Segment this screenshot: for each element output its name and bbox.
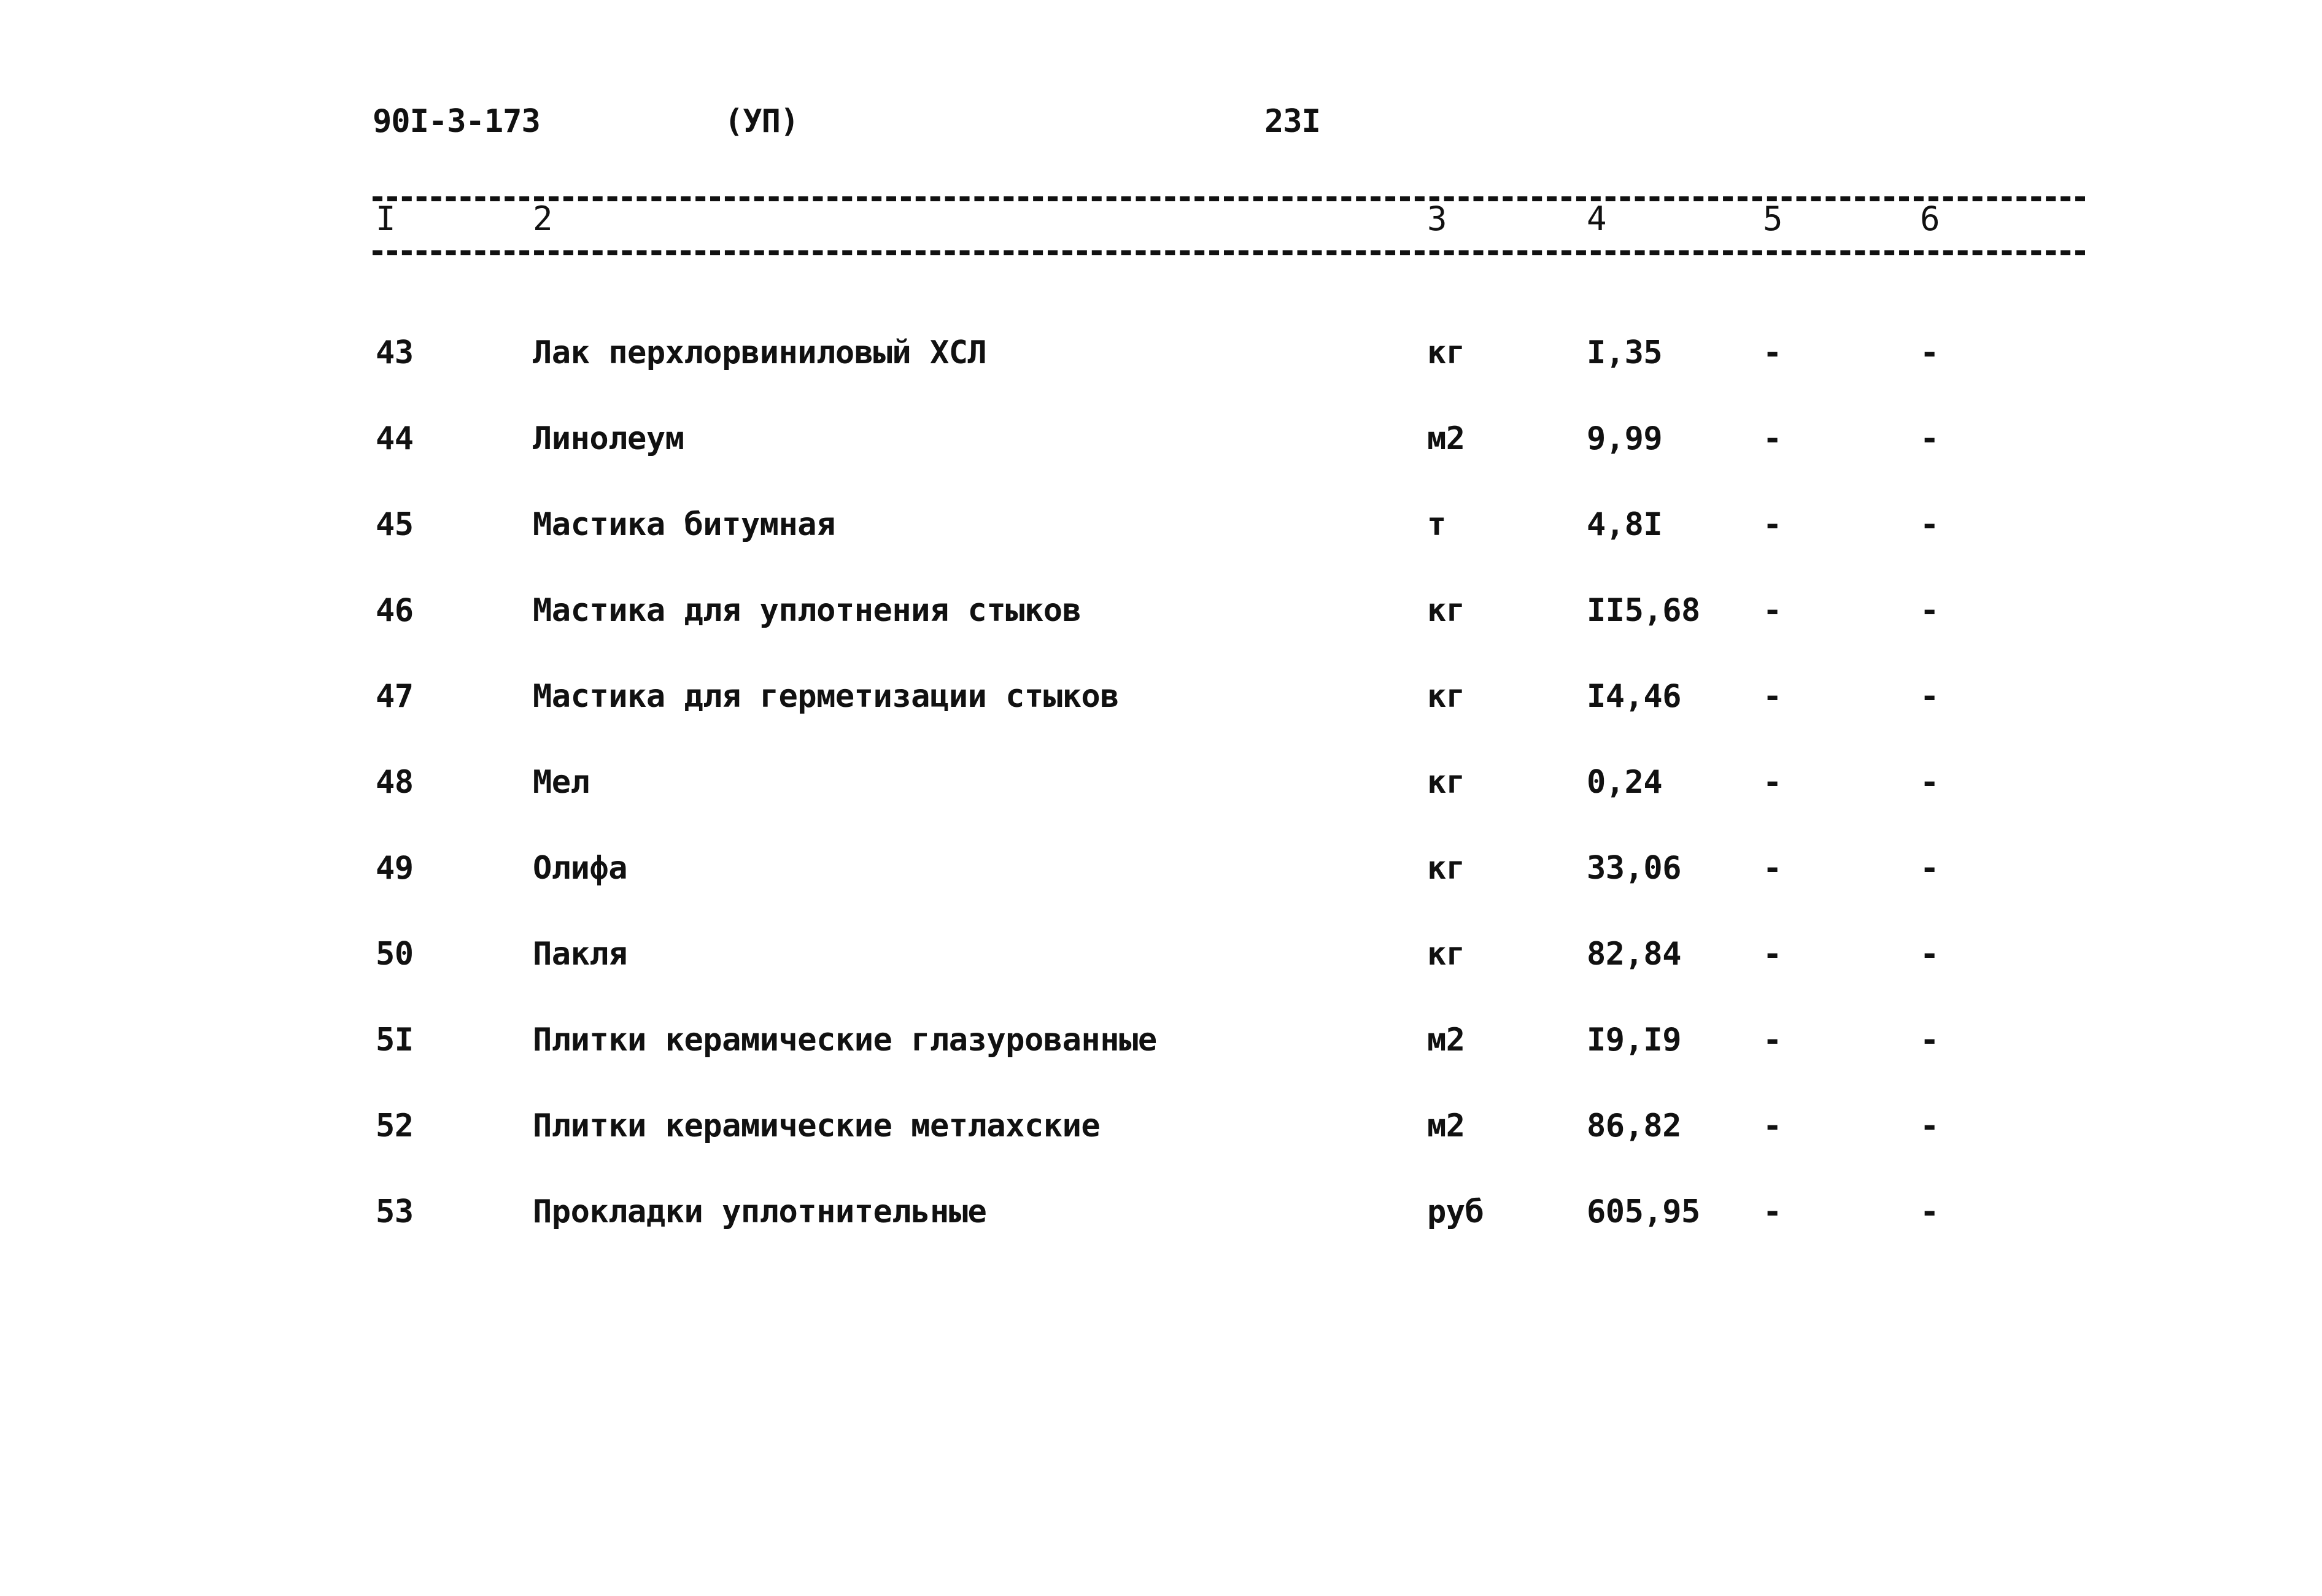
table-row: [0, 1108, 2322, 1169]
table-row: [0, 420, 2322, 482]
quantity: I9,I9: [1587, 1022, 1682, 1058]
material-name: Прокладки уплотнительные: [533, 1193, 987, 1230]
table-row: [0, 678, 2322, 739]
unit: кг: [1427, 764, 1465, 801]
column-5-value: -: [1763, 334, 1782, 371]
unit: т: [1427, 506, 1446, 543]
column-5-value: -: [1763, 420, 1782, 457]
row-number: 49: [376, 850, 414, 887]
quantity: 9,99: [1587, 420, 1663, 457]
quantity: 33,06: [1587, 850, 1682, 887]
row-number: 43: [376, 334, 414, 371]
material-name: Пакля: [533, 936, 628, 973]
row-number: 47: [376, 678, 414, 715]
column-number-2: 2: [533, 199, 553, 238]
quantity: I4,46: [1587, 678, 1682, 715]
row-number: 46: [376, 592, 414, 629]
table-row: [0, 764, 2322, 825]
unit: кг: [1427, 936, 1465, 973]
column-6-value: -: [1920, 936, 1939, 973]
row-number: 50: [376, 936, 414, 973]
material-name: Плитки керамические глазурованные: [533, 1022, 1157, 1058]
material-name: Мастика битумная: [533, 506, 835, 543]
column-6-value: -: [1920, 1108, 1939, 1144]
table-row: [0, 1193, 2322, 1255]
column-5-value: -: [1763, 678, 1782, 715]
table-row: [0, 506, 2322, 568]
column-number-4: 4: [1587, 199, 1607, 238]
material-name: Плитки керамические метлахские: [533, 1108, 1101, 1144]
row-number: 48: [376, 764, 414, 801]
column-number-5: 5: [1763, 199, 1783, 238]
table-row: [0, 850, 2322, 911]
material-name: Мастика для уплотнения стыков: [533, 592, 1082, 629]
column-5-value: -: [1763, 936, 1782, 973]
material-name: Олифа: [533, 850, 628, 887]
page-number: 23I: [1264, 103, 1320, 140]
column-6-value: -: [1920, 1022, 1939, 1058]
quantity: 86,82: [1587, 1108, 1682, 1144]
row-number: 45: [376, 506, 414, 543]
unit: кг: [1427, 592, 1465, 629]
column-6-value: -: [1920, 420, 1939, 457]
material-name: Мел: [533, 764, 590, 801]
column-5-value: -: [1763, 1108, 1782, 1144]
column-5-value: -: [1763, 764, 1782, 801]
table-row: [0, 334, 2322, 396]
column-6-value: -: [1920, 1193, 1939, 1230]
column-6-value: -: [1920, 592, 1939, 629]
column-6-value: -: [1920, 334, 1939, 371]
column-number-3: 3: [1427, 199, 1447, 238]
unit: м2: [1427, 1108, 1465, 1144]
row-number: 5I: [376, 1022, 414, 1058]
material-name: Мастика для герметизации стыков: [533, 678, 1120, 715]
column-6-value: -: [1920, 678, 1939, 715]
column-5-value: -: [1763, 1193, 1782, 1230]
table-row: [0, 1022, 2322, 1083]
unit: м2: [1427, 1022, 1465, 1058]
column-6-value: -: [1920, 850, 1939, 887]
quantity: I,35: [1587, 334, 1663, 371]
document-number: 90I-3-173: [373, 103, 540, 140]
column-5-value: -: [1763, 506, 1782, 543]
column-5-value: -: [1763, 592, 1782, 629]
row-number: 44: [376, 420, 414, 457]
document-type: (УП): [724, 103, 799, 140]
column-6-value: -: [1920, 506, 1939, 543]
quantity: 0,24: [1587, 764, 1663, 801]
quantity: 82,84: [1587, 936, 1682, 973]
column-5-value: -: [1763, 1022, 1782, 1058]
unit: руб: [1427, 1193, 1484, 1230]
column-5-value: -: [1763, 850, 1782, 887]
material-name: Линолеум: [533, 420, 684, 457]
header-top-rule: [373, 196, 2085, 201]
table-row: [0, 592, 2322, 653]
quantity: II5,68: [1587, 592, 1700, 629]
unit: м2: [1427, 420, 1465, 457]
row-number: 53: [376, 1193, 414, 1230]
column-6-value: -: [1920, 764, 1939, 801]
unit: кг: [1427, 678, 1465, 715]
column-number-1: I: [376, 199, 396, 238]
quantity: 605,95: [1587, 1193, 1700, 1230]
table-row: [0, 936, 2322, 997]
column-number-6: 6: [1920, 199, 1940, 238]
header-bottom-rule: [373, 250, 2085, 255]
unit: кг: [1427, 850, 1465, 887]
row-number: 52: [376, 1108, 414, 1144]
quantity: 4,8I: [1587, 506, 1663, 543]
unit: кг: [1427, 334, 1465, 371]
material-name: Лак перхлорвиниловый ХСЛ: [533, 334, 987, 371]
